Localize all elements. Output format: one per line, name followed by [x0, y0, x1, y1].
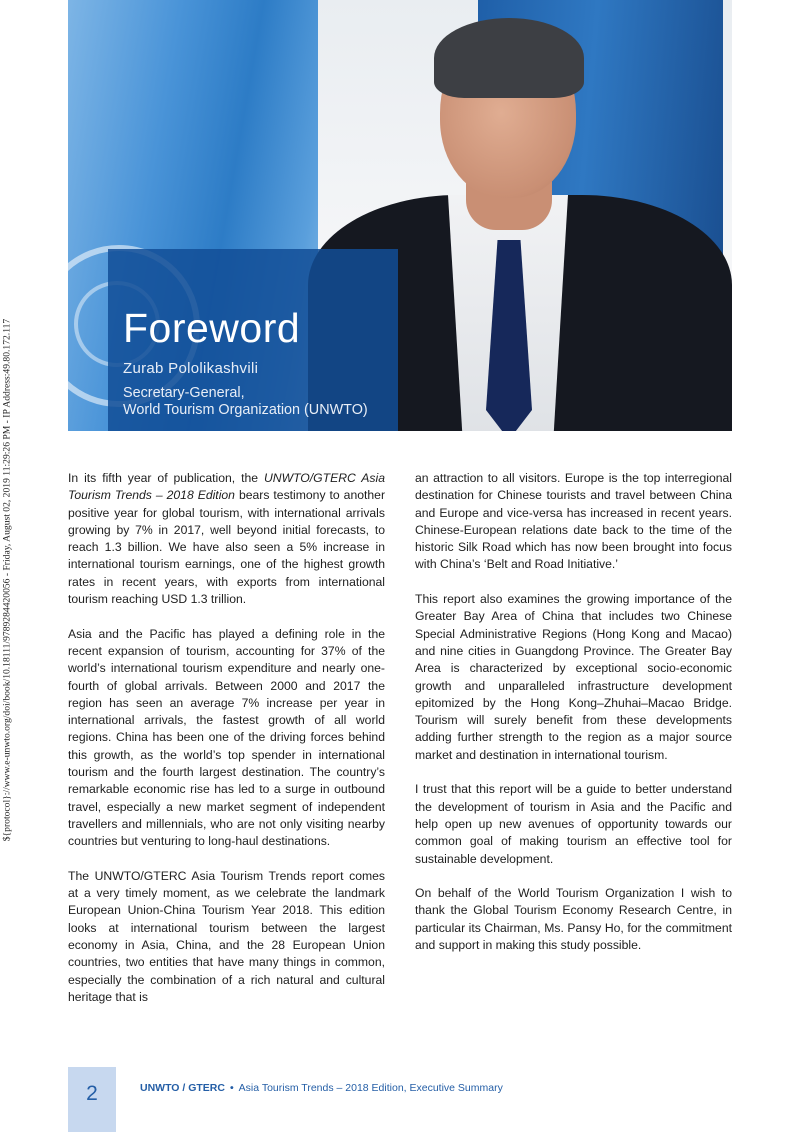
paragraph-3: The UNWTO/GTERC Asia Tourism Trends report comes at a very timely moment, as we celebrate the landmark European Union-China Tourism Year 2018. This edition looks at international tourism between the largest economy in Asia, China, and the 28 European Union countries, two entities that have many things in common, especially the combination of a rich natural and cultural heritage that is: [68, 868, 385, 1004]
page-number-tab: [68, 1067, 116, 1132]
download-stamp: [0, 270, 14, 890]
paragraph-7: On behalf of the World Tourism Organization I wish to thank the Global Tourism Economy Research Centre, in particular its Chairman, Ms. Pansy Ho, for the commitment and support in making this study possible.: [415, 886, 732, 953]
running-footer: [140, 1082, 503, 1094]
paragraph-1-lead: In its fifth year of publication, the: [68, 471, 264, 485]
title-panel: [108, 249, 398, 431]
footer-separator: •: [229, 1082, 234, 1094]
paragraph-1: [68, 470, 385, 608]
paragraph-5: This report also examines the growing importance of the Greater Bay Area of China that includes two Chinese Special Administrative Regions (Hong Kong and Macao) and nine cities in Guangdong Province. The Greater Bay Area is characterized by exceptional socio-economic growth and unparalleled infrastructure development epitomized by the Hong Kong–Zhuhai–Macao Bridge. Tourism will surely benefit from these developments adding further strength to the region as a major source market and destination in international tourism.: [415, 592, 732, 762]
publication-title: UNWTO/GTERC Asia Tourism Trends – 2018 Edition: [68, 471, 386, 503]
body-column-right: [415, 470, 732, 972]
page-number: 2: [86, 1082, 98, 1105]
paragraph-4: an attraction to all visitors. Europe is the top interregional destination for Chinese tourists and travel between China and Europe and vice-versa has increased in recent years. Chinese-European relations date back to the time of the historic Silk Road which has now been brought into focus with China’s ‘Belt and Road Initiative.’: [415, 471, 732, 572]
paragraph-2: Asia and the Pacific has played a defining role in the recent expansion of tourism, accounting for 37% of the world’s international tourism expenditure and nearly one-fourth of global arrivals. Between 2000 and 2017 the region has seen an average 7% increase per year in international arrivals, the fastest growth of all world regions. China has been one of the driving forces behind this growth, as the world’s top spender in international tourism and the fourth largest destination. The country’s remarkable economic rise has led to a surge in outbound travel, especially a new market segment of independent travellers and millennials, who are not only visiting nearby countries but venturing to long-haul destinations.: [68, 626, 385, 849]
footer-publication: Asia Tourism Trends – 2018 Edition, Executive Summary: [238, 1082, 503, 1094]
author-role: [123, 385, 368, 419]
footer-brand: UNWTO / GTERC: [140, 1082, 225, 1094]
author-name: Zurab Pololikashvili: [123, 360, 259, 377]
page-title: Foreword: [123, 305, 301, 351]
body-column-left: [68, 470, 385, 1024]
paragraph-1-rest: bears testimony to another positive year for global tourism, with international arrivals growing by 7% in 2017, well beyond initial forecasts, to reach 1.3 billion. We have also seen a 5% increase in international tourism earnings, one of the highest growth rates in recent years, with exports from international tourism reaching USD 1.3 trillion.: [68, 488, 385, 607]
portrait-hair: [434, 18, 584, 98]
paragraph-6: I trust that this report will be a guide to better understand the development of tourism in Asia and the Pacific and help open up new avenues of opportunity towards our common goal of making tourism an effective tool for sustainable development.: [415, 782, 732, 866]
download-stamp-text: ${protocol}://www.e-unwto.org/doi/book/10.18111/9789284420056 - Friday, August 02, 2019 11:29:26 PM - IP Address:49.80.172.117: [1, 318, 13, 842]
author-role-line1: Secretary-General,: [123, 385, 245, 401]
author-role-line2: World Tourism Organization (UNWTO): [123, 402, 368, 418]
